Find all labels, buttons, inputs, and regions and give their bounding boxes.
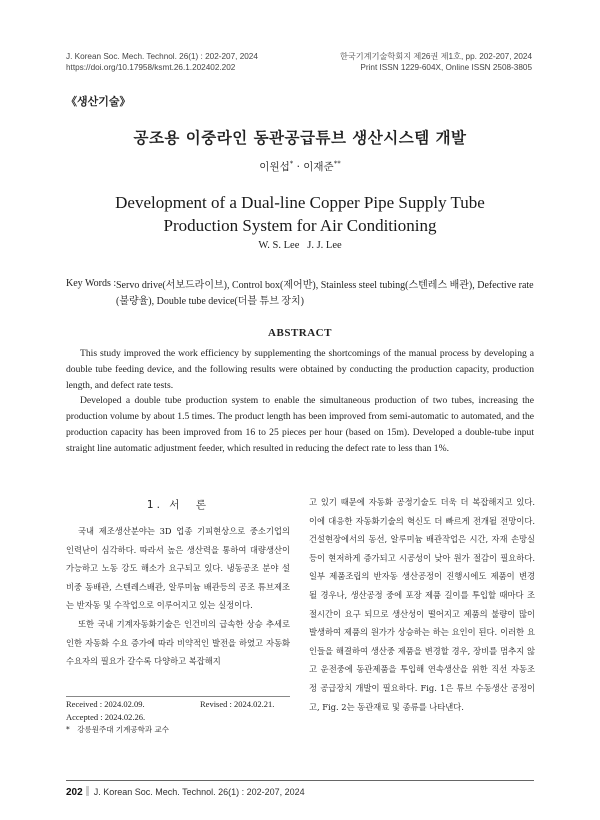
title-en-line-2: Production System for Air Conditioning	[163, 216, 437, 235]
doi-link[interactable]: https://doi.org/10.17958/ksmt.26.1.202402.202	[66, 63, 236, 72]
issn-info: Print ISSN 1229-604X, Online ISSN 2508-3805	[360, 63, 532, 72]
body-column-left	[66, 522, 290, 671]
received-date: Received : 2024.02.09.	[66, 699, 145, 709]
abstract-body	[66, 346, 534, 457]
author-2-mark: **	[333, 159, 341, 168]
footer-divider	[66, 780, 534, 781]
journal-citation-ko: 한국기계기술학회지 제26권 제1호, pp. 202-207, 2024	[339, 52, 532, 61]
accepted-date: Accepted : 2024.02.26.	[66, 712, 146, 722]
journal-citation: J. Korean Soc. Mech. Technol. 26(1) : 202-207, 2024	[66, 52, 258, 61]
body-paragraph: 고 있기 때문에 자동화 공정기술도 더욱 더 복잡해지고 있다. 이에 대응한 자동화기술의 혁신도 더 빠르게 전개될 전망이다. 건설현장에서의 동선, 알루미늄 배관작업은 시간, 자재 손망실등이 현저하게 증가되고 시공성이 낮아 원가 절감이 필요하다. 일부 제품조립의 반자동 생산공정이 진행시에도 제품이 변경 될 경우나, 생산공정 중에 포장 제품 길이를 투입할 때마다 조절시간이 요구 되므로 생산성이 떨어지고 제품의 불량이 많이 발생하여 제품의 원가가 상승하는 하는 요인이 된다. 이러한 요인들을 해결하여 생산중 제품을 변경할 경우, 장비를 멈추지 않고 운전중에 동관제품을 투입해 연속생산을 위한 직선 자동조정 공급장치 개발이 필요하다. Fig. 1은 튜브 수동생산 공정이고, Fig. 2는 동관재료 및 종류를 나타낸다.	[309, 497, 535, 712]
body-column-right	[309, 493, 535, 716]
author-affiliation: * 강릉원주대 기계공학과 교수	[66, 725, 169, 734]
running-header-right	[340, 51, 532, 73]
section-1-heading: 1. 서 론	[146, 499, 210, 511]
keywords-text: Servo drive(서보드라이브), Control box(제어반), Stainless steel tubing(스텐레스 배관), Defective rate (불량율), Double tube device(더블 튜브 장치)	[116, 280, 534, 307]
body-paragraph: 국내 제조생산분야는 3D 업종 기피현상으로 중소기업의 인력난이 심각하다. 따라서 높은 생산력을 통하여 대량생산이 가능하고 노동 강도 해소가 요구되고 있다. 냉동공조 분야 설비중 동배관, 스텐레스배관, 알루미늄 배관등의 공조 튜브제조는 반자동 및 수작업으로 이루어지고 있는 실정이다.	[66, 526, 290, 611]
title-en-line-1: Development of a Dual-line Copper Pipe Supply Tube	[115, 193, 485, 212]
author-1: 이원섭	[259, 161, 290, 173]
authors-korean	[0, 159, 600, 174]
abstract-heading: ABSTRACT	[268, 327, 332, 339]
body-paragraph: 또한 국내 기계자동화기술은 인건비의 급속한 상승 추세로 인한 자동화 수요 증가에 따라 비약적인 발전을 하였고 자동화 수요자의 필요가 갈수록 다양하고 복잡해지	[66, 618, 290, 667]
page-footer	[66, 786, 305, 798]
running-header-left	[66, 51, 258, 73]
author-1-mark: *	[289, 159, 294, 168]
abstract-paragraph-2: Developed a double tube production system to enable the simultaneous production of two tubes, increasing the production volume by about 1.5 times. The product length has been improved from semi-automatic to automated, and the production capacity has been improved from 16 to 25 pieces per hour (based on 15m). Developed a double-tube input straight line automatic adjustment feeder, which resulted in reducing the defect rate to less than 1%.	[66, 395, 534, 454]
keywords-label: Key Words :	[66, 278, 117, 289]
authors-english: W. S. Lee J. J. Lee	[258, 240, 342, 251]
author-separator: ·	[293, 161, 304, 173]
revised-date: Revised : 2024.02.21.	[200, 699, 275, 709]
footnote-divider	[66, 696, 290, 697]
abstract-paragraph-1: This study improved the work efficiency by supplementing the shortcomings of the manual process by developing a double tube feeding device, and the following results were obtained by conducting the production capacity, production length, and defect rate tests.	[66, 348, 534, 391]
author-2: 이재준	[303, 161, 334, 173]
paper-title-korean: 공조용 이중라인 동관공급튜브 생산시스템 개발	[133, 129, 467, 147]
paper-title-english	[0, 191, 600, 237]
footer-journal: J. Korean Soc. Mech. Technol. 26(1) : 202-207, 2024	[93, 787, 305, 797]
footer-bar	[86, 786, 89, 796]
page-number: 202	[66, 787, 83, 798]
section-tag: 《생산기술》	[66, 95, 131, 108]
